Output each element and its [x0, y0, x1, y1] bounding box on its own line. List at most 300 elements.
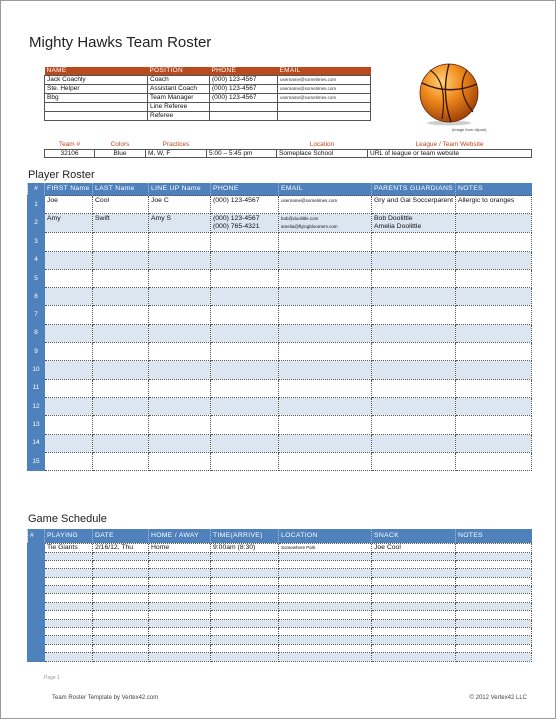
schedule-cell[interactable]: [456, 577, 532, 585]
roster-cell-email[interactable]: username@sometimes.com: [279, 196, 372, 214]
schedule-cell[interactable]: [93, 586, 149, 594]
schedule-cell[interactable]: [211, 619, 279, 627]
roster-cell-last[interactable]: [93, 269, 149, 287]
staff-body: [45, 75, 371, 120]
roster-cell-last[interactable]: [93, 324, 149, 342]
schedule-cell[interactable]: [456, 586, 532, 594]
roster-cell-lineup[interactable]: [149, 251, 211, 269]
schedule-cell[interactable]: [211, 586, 279, 594]
schedule-cell[interactable]: [456, 602, 532, 610]
roster-cell-lineup[interactable]: Amy S: [149, 214, 211, 233]
roster-cell-email[interactable]: [279, 397, 372, 415]
schedule-cell[interactable]: 2/16/12, Thu: [93, 543, 149, 552]
roster-cell-first[interactable]: [45, 251, 93, 269]
roster-header-cell: #: [28, 183, 45, 196]
roster-cell-lineup[interactable]: [149, 397, 211, 415]
roster-cell-last[interactable]: [93, 361, 149, 379]
schedule-cell[interactable]: [372, 594, 456, 602]
roster-cell-first[interactable]: Joe: [45, 196, 93, 214]
roster-cell-first[interactable]: [45, 306, 93, 324]
roster-cell-parents[interactable]: Gry and Gal Soccerparent: [372, 196, 456, 214]
schedule-row: [28, 560, 532, 568]
roster-row: [28, 214, 532, 233]
team-info-cell[interactable]: 5:00 – 5:45 pm: [207, 149, 277, 157]
schedule-cell[interactable]: [45, 636, 93, 644]
roster-row-number: 5: [28, 269, 45, 287]
schedule-cell[interactable]: [93, 569, 149, 577]
staff-cell[interactable]: (000) 123-4567: [210, 75, 278, 84]
schedule-cell[interactable]: Tie Giants: [45, 543, 93, 552]
roster-row: [28, 233, 532, 251]
schedule-cell[interactable]: [149, 569, 211, 577]
schedule-cell[interactable]: [279, 560, 372, 568]
staff-header-cell: PHONE: [210, 67, 278, 75]
schedule-cell[interactable]: [45, 602, 93, 610]
schedule-cell[interactable]: [45, 560, 93, 568]
schedule-cell[interactable]: [372, 636, 456, 644]
roster-cell-phone[interactable]: [211, 306, 279, 324]
roster-row: [28, 306, 532, 324]
roster-cell-notes[interactable]: [456, 434, 532, 452]
roster-row: [28, 434, 532, 452]
schedule-cell[interactable]: [93, 594, 149, 602]
schedule-cell[interactable]: [372, 569, 456, 577]
schedule-cell[interactable]: [456, 653, 532, 661]
team-info-label: Team #: [58, 140, 81, 148]
schedule-cell[interactable]: [372, 628, 456, 636]
schedule-cell[interactable]: [279, 552, 372, 560]
roster-cell-first[interactable]: [45, 324, 93, 342]
roster-cell-first[interactable]: Amy: [45, 214, 93, 233]
schedule-cell[interactable]: [149, 560, 211, 568]
roster-row-number: 15: [28, 452, 45, 470]
roster-cell-phone[interactable]: (000) 123-4567: [211, 196, 279, 214]
schedule-cell[interactable]: [279, 594, 372, 602]
roster-cell-lineup[interactable]: [149, 361, 211, 379]
roster-cell-email[interactable]: [279, 434, 372, 452]
roster-cell-first[interactable]: [45, 397, 93, 415]
staff-header-row: [45, 67, 371, 75]
roster-row-number: 3: [28, 233, 45, 251]
staff-cell[interactable]: [45, 102, 148, 111]
schedule-cell[interactable]: [45, 644, 93, 652]
staff-row: [45, 84, 371, 93]
roster-cell-lineup[interactable]: [149, 452, 211, 470]
schedule-cell[interactable]: [279, 628, 372, 636]
staff-header-cell: EMAIL: [278, 67, 371, 75]
roster-cell-lineup[interactable]: [149, 269, 211, 287]
schedule-cell[interactable]: [93, 560, 149, 568]
schedule-cell[interactable]: 9:00am (8:30): [211, 543, 279, 552]
roster-cell-last[interactable]: [93, 416, 149, 434]
schedule-cell[interactable]: [372, 619, 456, 627]
roster-cell-lineup[interactable]: [149, 434, 211, 452]
roster-cell-email[interactable]: [279, 288, 372, 306]
staff-cell[interactable]: username@sometimes.com: [278, 75, 371, 84]
schedule-cell[interactable]: [456, 552, 532, 560]
roster-row: [28, 361, 532, 379]
roster-cell-parents[interactable]: [372, 361, 456, 379]
roster-cell-notes[interactable]: [456, 214, 532, 233]
team-info-cell[interactable]: URL of league or team website: [368, 149, 532, 157]
schedule-cell[interactable]: [211, 577, 279, 585]
schedule-row-marker: [28, 594, 45, 602]
schedule-cell[interactable]: [93, 619, 149, 627]
team-info-label: Location: [309, 140, 335, 148]
roster-header-cell: PHONE: [211, 183, 279, 196]
roster-cell-notes[interactable]: [456, 306, 532, 324]
schedule-cell[interactable]: [211, 653, 279, 661]
team-info-label: League / Team Website: [415, 140, 484, 148]
staff-cell[interactable]: Line Referee: [148, 102, 210, 111]
schedule-cell[interactable]: [372, 577, 456, 585]
roster-body: [28, 196, 532, 471]
roster-cell-first[interactable]: [45, 361, 93, 379]
roster-row: [28, 324, 532, 342]
roster-cell-last[interactable]: Cool: [93, 196, 149, 214]
schedule-cell[interactable]: [45, 577, 93, 585]
roster-cell-lineup[interactable]: [149, 324, 211, 342]
roster-cell-phone[interactable]: [211, 361, 279, 379]
roster-cell-lineup[interactable]: [149, 288, 211, 306]
staff-cell[interactable]: [210, 111, 278, 120]
roster-row-number: 8: [28, 324, 45, 342]
schedule-cell[interactable]: [149, 636, 211, 644]
staff-row: [45, 111, 371, 120]
roster-cell-phone[interactable]: [211, 288, 279, 306]
roster-cell-phone[interactable]: [211, 416, 279, 434]
schedule-cell[interactable]: [279, 636, 372, 644]
roster-cell-first[interactable]: [45, 269, 93, 287]
roster-row-number: 1: [28, 196, 45, 214]
roster-cell-lineup[interactable]: [149, 343, 211, 361]
roster-cell-phone[interactable]: [211, 379, 279, 397]
schedule-cell[interactable]: [211, 644, 279, 652]
schedule-row-marker: [28, 611, 45, 619]
staff-cell[interactable]: Coach: [148, 75, 210, 84]
roster-cell-parents[interactable]: [372, 397, 456, 415]
schedule-cell[interactable]: [149, 619, 211, 627]
roster-cell-lineup[interactable]: Joe C: [149, 196, 211, 214]
staff-cell[interactable]: [278, 102, 371, 111]
roster-cell-email[interactable]: [279, 452, 372, 470]
schedule-cell[interactable]: [45, 628, 93, 636]
staff-cell[interactable]: username@sometimes.com: [278, 84, 371, 93]
schedule-cell[interactable]: [149, 644, 211, 652]
roster-cell-phone[interactable]: [211, 397, 279, 415]
footer-copyright: © 2012 Vertex42 LLC: [469, 695, 527, 701]
schedule-cell[interactable]: [372, 560, 456, 568]
staff-header-cell: POSITION: [148, 67, 210, 75]
schedule-cell[interactable]: [149, 611, 211, 619]
schedule-row-marker: [28, 543, 45, 552]
staff-cell[interactable]: Referee: [148, 111, 210, 120]
schedule-header-cell: SNACK: [372, 529, 456, 543]
roster-cell-notes[interactable]: [456, 343, 532, 361]
basketball-icon: [415, 62, 483, 126]
roster-cell-notes[interactable]: [456, 288, 532, 306]
schedule-cell[interactable]: [93, 644, 149, 652]
schedule-cell[interactable]: [372, 552, 456, 560]
roster-cell-email[interactable]: bob@doolittle.com amelia@flyingbloomers.com: [279, 214, 372, 233]
schedule-cell[interactable]: [279, 644, 372, 652]
roster-cell-parents[interactable]: [372, 379, 456, 397]
roster-cell-phone[interactable]: [211, 434, 279, 452]
schedule-row: [28, 619, 532, 627]
roster-cell-email[interactable]: [279, 361, 372, 379]
roster-cell-parents[interactable]: [372, 288, 456, 306]
roster-cell-notes[interactable]: [456, 269, 532, 287]
roster-row-number: 2: [28, 214, 45, 233]
roster-cell-phone[interactable]: (000) 123-4567 (000) 765-4321: [211, 214, 279, 233]
roster-cell-notes[interactable]: [456, 416, 532, 434]
roster-cell-parents[interactable]: [372, 306, 456, 324]
schedule-cell[interactable]: [93, 628, 149, 636]
schedule-cell[interactable]: Joe Cool: [372, 543, 456, 552]
roster-cell-lineup[interactable]: [149, 233, 211, 251]
roster-cell-last[interactable]: [93, 379, 149, 397]
schedule-cell[interactable]: [45, 594, 93, 602]
roster-cell-notes[interactable]: Allergic to oranges: [456, 196, 532, 214]
schedule-row: [28, 636, 532, 644]
roster-cell-phone[interactable]: [211, 269, 279, 287]
schedule-cell[interactable]: [372, 653, 456, 661]
roster-cell-last[interactable]: [93, 288, 149, 306]
staff-row: [45, 93, 371, 102]
page-label: Page 1: [44, 675, 60, 681]
schedule-cell[interactable]: [456, 628, 532, 636]
schedule-cell[interactable]: [149, 602, 211, 610]
page-title: Mighty Hawks Team Roster: [29, 34, 212, 51]
schedule-cell[interactable]: [279, 611, 372, 619]
schedule-cell[interactable]: [456, 611, 532, 619]
schedule-header-cell: TIME(ARRIVE): [211, 529, 279, 543]
roster-cell-phone[interactable]: [211, 452, 279, 470]
roster-cell-notes[interactable]: [456, 397, 532, 415]
schedule-cell[interactable]: [279, 653, 372, 661]
schedule-header-cell: DATE: [93, 529, 149, 543]
schedule-cell[interactable]: [372, 586, 456, 594]
roster-row: [28, 269, 532, 287]
schedule-row-marker: [28, 586, 45, 594]
team-info-row: [45, 149, 532, 157]
schedule-cell[interactable]: [279, 569, 372, 577]
roster-cell-lineup[interactable]: [149, 379, 211, 397]
roster-cell-last[interactable]: [93, 452, 149, 470]
roster-header-row: [28, 183, 532, 196]
schedule-cell[interactable]: [279, 586, 372, 594]
staff-cell[interactable]: Jack Coachly: [45, 75, 148, 84]
roster-header-cell: FIRST Name: [45, 183, 93, 196]
roster-cell-first[interactable]: [45, 434, 93, 452]
schedule-cell[interactable]: [93, 552, 149, 560]
staff-table: [44, 67, 371, 121]
schedule-cell[interactable]: [456, 569, 532, 577]
schedule-cell[interactable]: [372, 611, 456, 619]
schedule-cell[interactable]: [149, 653, 211, 661]
roster-row: [28, 379, 532, 397]
roster-cell-parents[interactable]: [372, 269, 456, 287]
roster-cell-email[interactable]: [279, 251, 372, 269]
schedule-cell[interactable]: Home: [149, 543, 211, 552]
staff-cell[interactable]: [45, 111, 148, 120]
roster-cell-parents[interactable]: [372, 251, 456, 269]
schedule-row-marker: [28, 619, 45, 627]
schedule-cell[interactable]: [211, 569, 279, 577]
schedule-cell[interactable]: [149, 577, 211, 585]
team-info-cell[interactable]: Someplace School: [277, 149, 368, 157]
roster-cell-notes[interactable]: [456, 379, 532, 397]
schedule-cell[interactable]: [279, 619, 372, 627]
roster-cell-notes[interactable]: [456, 324, 532, 342]
schedule-header-cell: NOTES: [456, 529, 532, 543]
roster-cell-phone[interactable]: [211, 233, 279, 251]
roster-cell-first[interactable]: [45, 288, 93, 306]
schedule-cell[interactable]: [211, 611, 279, 619]
roster-cell-first[interactable]: [45, 233, 93, 251]
roster-row-number: 4: [28, 251, 45, 269]
roster-cell-phone[interactable]: [211, 251, 279, 269]
roster-cell-parents[interactable]: [372, 452, 456, 470]
schedule-cell[interactable]: [211, 636, 279, 644]
team-info-cell[interactable]: 32106: [45, 149, 95, 157]
roster-cell-notes[interactable]: [456, 452, 532, 470]
roster-cell-phone[interactable]: [211, 343, 279, 361]
staff-cell[interactable]: Bbg: [45, 93, 148, 102]
roster-row: [28, 452, 532, 470]
roster-cell-notes[interactable]: [456, 233, 532, 251]
schedule-cell[interactable]: [279, 602, 372, 610]
schedule-cell[interactable]: [456, 636, 532, 644]
schedule-cell[interactable]: [45, 569, 93, 577]
schedule-cell[interactable]: [45, 619, 93, 627]
schedule-row: [28, 543, 532, 552]
roster-row-number: 9: [28, 343, 45, 361]
team-info-header-row: [45, 140, 532, 149]
roster-cell-parents[interactable]: [372, 233, 456, 251]
schedule-cell[interactable]: [456, 619, 532, 627]
roster-cell-parents[interactable]: [372, 343, 456, 361]
schedule-cell[interactable]: [456, 560, 532, 568]
roster-cell-email[interactable]: [279, 306, 372, 324]
roster-row-number: 6: [28, 288, 45, 306]
roster-cell-last[interactable]: [93, 251, 149, 269]
staff-cell[interactable]: (000) 123-4567: [210, 93, 278, 102]
roster-cell-phone[interactable]: [211, 324, 279, 342]
roster-cell-first[interactable]: [45, 452, 93, 470]
game-schedule-table: [27, 529, 532, 662]
roster-cell-last[interactable]: [93, 434, 149, 452]
schedule-row: [28, 611, 532, 619]
schedule-cell[interactable]: [211, 594, 279, 602]
roster-cell-first[interactable]: [45, 379, 93, 397]
staff-cell[interactable]: (000) 123-4567: [210, 84, 278, 93]
staff-row: [45, 102, 371, 111]
roster-cell-notes[interactable]: [456, 361, 532, 379]
team-info-cell[interactable]: M, W, F: [146, 149, 207, 157]
schedule-cell[interactable]: [93, 653, 149, 661]
staff-cell[interactable]: username@sometimes.com: [278, 93, 371, 102]
schedule-cell[interactable]: [149, 586, 211, 594]
team-info-cell[interactable]: Blue: [95, 149, 146, 157]
roster-cell-parents[interactable]: [372, 434, 456, 452]
roster-cell-last[interactable]: [93, 343, 149, 361]
schedule-cell[interactable]: [211, 552, 279, 560]
schedule-cell[interactable]: [372, 644, 456, 652]
staff-cell[interactable]: [278, 111, 371, 120]
schedule-cell[interactable]: [149, 628, 211, 636]
schedule-cell[interactable]: [211, 628, 279, 636]
schedule-cell[interactable]: [45, 552, 93, 560]
roster-cell-first[interactable]: [45, 343, 93, 361]
roster-cell-last[interactable]: Swift: [93, 214, 149, 233]
schedule-cell[interactable]: [149, 594, 211, 602]
schedule-cell[interactable]: [456, 543, 532, 552]
schedule-cell[interactable]: [279, 577, 372, 585]
schedule-cell[interactable]: [211, 602, 279, 610]
roster-cell-lineup[interactable]: [149, 306, 211, 324]
roster-cell-email[interactable]: [279, 343, 372, 361]
roster-header-cell: NOTES: [456, 183, 532, 196]
schedule-cell[interactable]: [211, 560, 279, 568]
schedule-cell[interactable]: [93, 602, 149, 610]
schedule-cell[interactable]: [372, 602, 456, 610]
staff-cell[interactable]: Assistant Coach: [148, 84, 210, 93]
staff-cell[interactable]: Ste. Helper: [45, 84, 148, 93]
schedule-cell[interactable]: [149, 552, 211, 560]
roster-row-number: 10: [28, 361, 45, 379]
schedule-section-title: Game Schedule: [28, 513, 107, 525]
schedule-cell[interactable]: [45, 653, 93, 661]
staff-cell[interactable]: Team Manager: [148, 93, 210, 102]
roster-cell-email[interactable]: [279, 269, 372, 287]
schedule-row-marker: [28, 569, 45, 577]
roster-cell-lineup[interactable]: [149, 416, 211, 434]
roster-cell-email[interactable]: [279, 416, 372, 434]
roster-header-cell: PARENTS GUARDIANS: [372, 183, 456, 196]
team-info-label: Colors: [110, 140, 130, 148]
schedule-cell[interactable]: [456, 644, 532, 652]
schedule-cell[interactable]: [93, 577, 149, 585]
roster-cell-parents[interactable]: [372, 416, 456, 434]
schedule-cell[interactable]: [456, 594, 532, 602]
schedule-cell[interactable]: [93, 636, 149, 644]
roster-cell-first[interactable]: [45, 416, 93, 434]
roster-cell-email[interactable]: [279, 233, 372, 251]
staff-cell[interactable]: [210, 102, 278, 111]
schedule-cell[interactable]: Somewhere Park: [279, 543, 372, 552]
roster-cell-notes[interactable]: [456, 251, 532, 269]
schedule-row: [28, 628, 532, 636]
roster-cell-parents[interactable]: Bob Doolittle Amelia Doolittle: [372, 214, 456, 233]
schedule-cell[interactable]: [45, 586, 93, 594]
schedule-cell[interactable]: [45, 611, 93, 619]
schedule-row: [28, 577, 532, 585]
roster-header-cell: EMAIL: [279, 183, 372, 196]
roster-cell-last[interactable]: [93, 306, 149, 324]
schedule-row: [28, 552, 532, 560]
roster-cell-last[interactable]: [93, 233, 149, 251]
player-roster-table: [27, 183, 532, 471]
roster-row: [28, 251, 532, 269]
roster-cell-last[interactable]: [93, 397, 149, 415]
roster-cell-email[interactable]: [279, 324, 372, 342]
schedule-header-cell: LOCATION: [279, 529, 372, 543]
roster-cell-email[interactable]: [279, 379, 372, 397]
schedule-row-marker: [28, 628, 45, 636]
schedule-cell[interactable]: [93, 611, 149, 619]
roster-cell-parents[interactable]: [372, 324, 456, 342]
